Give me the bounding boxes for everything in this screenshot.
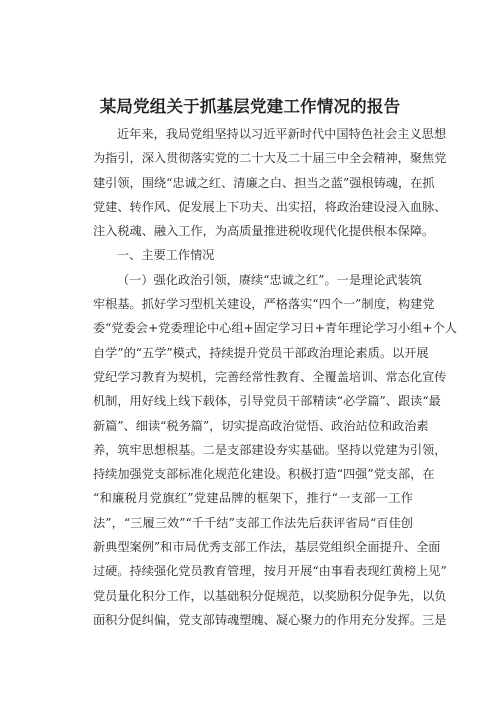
paragraph-line: 建引领，围绕“忠诚之红、清廉之白、担当之蓝”强根铸魂，在抓 [93, 175, 435, 190]
paragraph-line: 委“党委会+党委理论中心组+固定学习日+青年理论学习小组+个人 [93, 321, 457, 336]
paragraph-line: 注入税魂、融入工作，为高质量推进税收现代化提供根本保障。 [93, 224, 435, 239]
paragraph-line: 新典型案例”和市局优秀支部工作法，基层党组织全面提升、全面 [93, 540, 441, 555]
paragraph-line: 新篇”、细读“税务篇”，切实提高政治觉悟、政治站位和政治素 [93, 418, 429, 433]
paragraph-line: 养，筑牢思想根基。二是支部建设夯实基础。坚持以党建为引领， [93, 442, 447, 457]
paragraph-line: 党建、转作风、促发展上下功夫、出实招，将政治建设浸入血脉、 [93, 199, 447, 214]
paragraph-line: 牢根基。抓好学习型机关建设，严格落实“四个一”制度，构建党 [93, 297, 435, 312]
document-title: 某局党组关于抓基层党建工作情况的报告 [99, 97, 401, 116]
paragraph-line: 近年来，我局党组坚持以习近平新时代中国特色社会主义思想 [117, 127, 447, 141]
paragraph-line: 党纪学习教育为契机，完善经常性教育、全覆盖培训、常态化宣传 [93, 369, 447, 384]
paragraph-line: 法”，“三履三效”“千千结”支部工作法先后获评省局“百佳创 [93, 515, 413, 530]
document-body [93, 122, 457, 632]
paragraph-line: 持续加强党支部标准化规范化建设。积极打造“四强”党支部，在 [93, 467, 435, 482]
paragraph-line: “和廉税月党旗红”党建品牌的框架下，推行“一支部一工作 [93, 491, 413, 506]
paragraph-line: 党员量化积分工作，以基础积分促规范，以奖励积分促争先，以负 [93, 588, 447, 603]
paragraph-line: 机制，用好线上线下载体，引导党员干部精读“必学篇”、跟读“最 [93, 394, 441, 409]
section-heading: 一、主要工作情况 [117, 248, 215, 263]
paragraph-line: （一）强化政治引领，赓续“忠诚之红”。一是理论武装筑 [117, 272, 422, 287]
paragraph-line: 面积分促纠偏，党支部铸魂塑魄、凝心聚力的作用充分发挥。三是 [93, 612, 447, 627]
paragraph-line: 自学”的“五学”模式，持续提升党员干部政治理论素质。以开展 [93, 345, 429, 360]
paragraph-line: 为指引，深入贯彻落实党的二十大及二十届三中全会精神，聚焦党 [93, 151, 447, 166]
paragraph-line: 过硬。持续强化党员教育管理，按月开展“由事看表现红黄榜上见” [93, 564, 447, 579]
